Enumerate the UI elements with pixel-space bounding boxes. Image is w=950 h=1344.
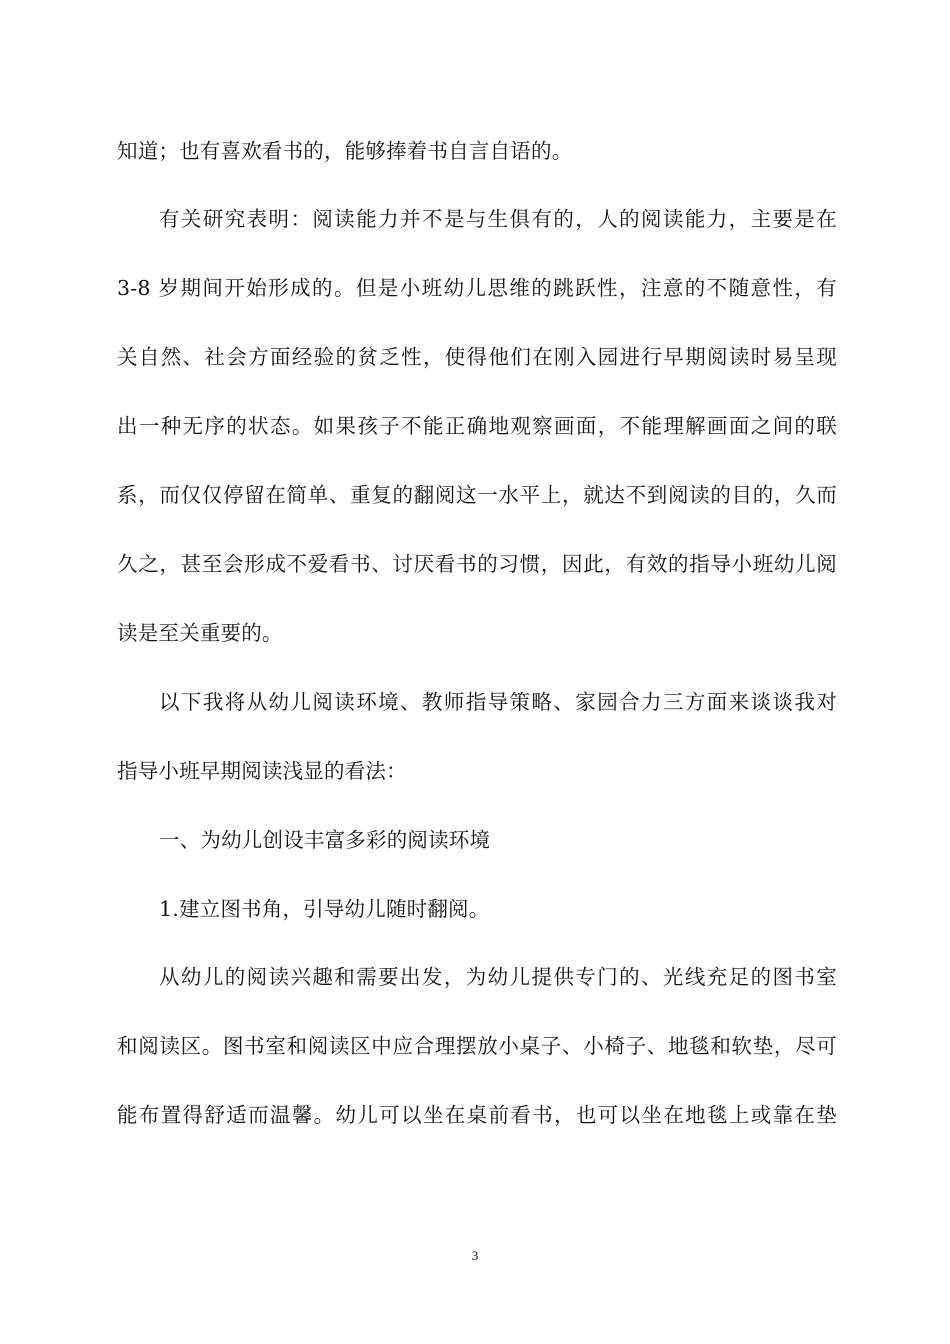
text-line: 有关研究表明：阅读能力并不是与生俱有的，人的阅读能力，主要是在: [159, 207, 837, 231]
text-line: 出一种无序的状态。如果孩子不能正确地观察画面，不能理解画面之间的联: [117, 414, 837, 438]
text-line: 系，而仅仅停留在简单、重复的翻阅这一水平上，就达不到阅读的目的，久而: [117, 483, 837, 507]
text-line: 以下我将从幼儿阅读环境、教师指导策略、家园合力三方面来谈谈我对: [159, 690, 837, 714]
section-heading: 一、为幼儿创设丰富多彩的阅读环境: [159, 828, 491, 852]
text-line: 和阅读区。图书室和阅读区中应合理摆放小桌子、小椅子、地毯和软垫，尽可: [117, 1034, 837, 1058]
text-line: 知道；也有喜欢看书的，能够捧着书自言自语的。: [117, 139, 573, 163]
text-line: 指导小班早期阅读浅显的看法：: [117, 759, 407, 783]
text-line: 能布置得舒适而温馨。幼儿可以坐在桌前看书，也可以坐在地毯上或靠在垫: [117, 1103, 837, 1127]
text-line: 读是至关重要的。: [117, 621, 283, 645]
text-line: 从幼儿的阅读兴趣和需要出发，为幼儿提供专门的、光线充足的图书室: [159, 965, 837, 989]
subsection-heading: 1.建立图书角，引导幼儿随时翻阅。: [159, 897, 490, 921]
text-line: 关自然、社会方面经验的贫乏性，使得他们在刚入园进行早期阅读时易呈现: [117, 345, 837, 369]
text-line: 久之，甚至会形成不爱看书、讨厌看书的习惯，因此，有效的指导小班幼儿阅: [117, 552, 837, 576]
text-line: 3-8 岁期间开始形成的。但是小班幼儿思维的跳跃性，注意的不随意性，有: [117, 276, 837, 300]
page-number: 3: [471, 1248, 479, 1263]
